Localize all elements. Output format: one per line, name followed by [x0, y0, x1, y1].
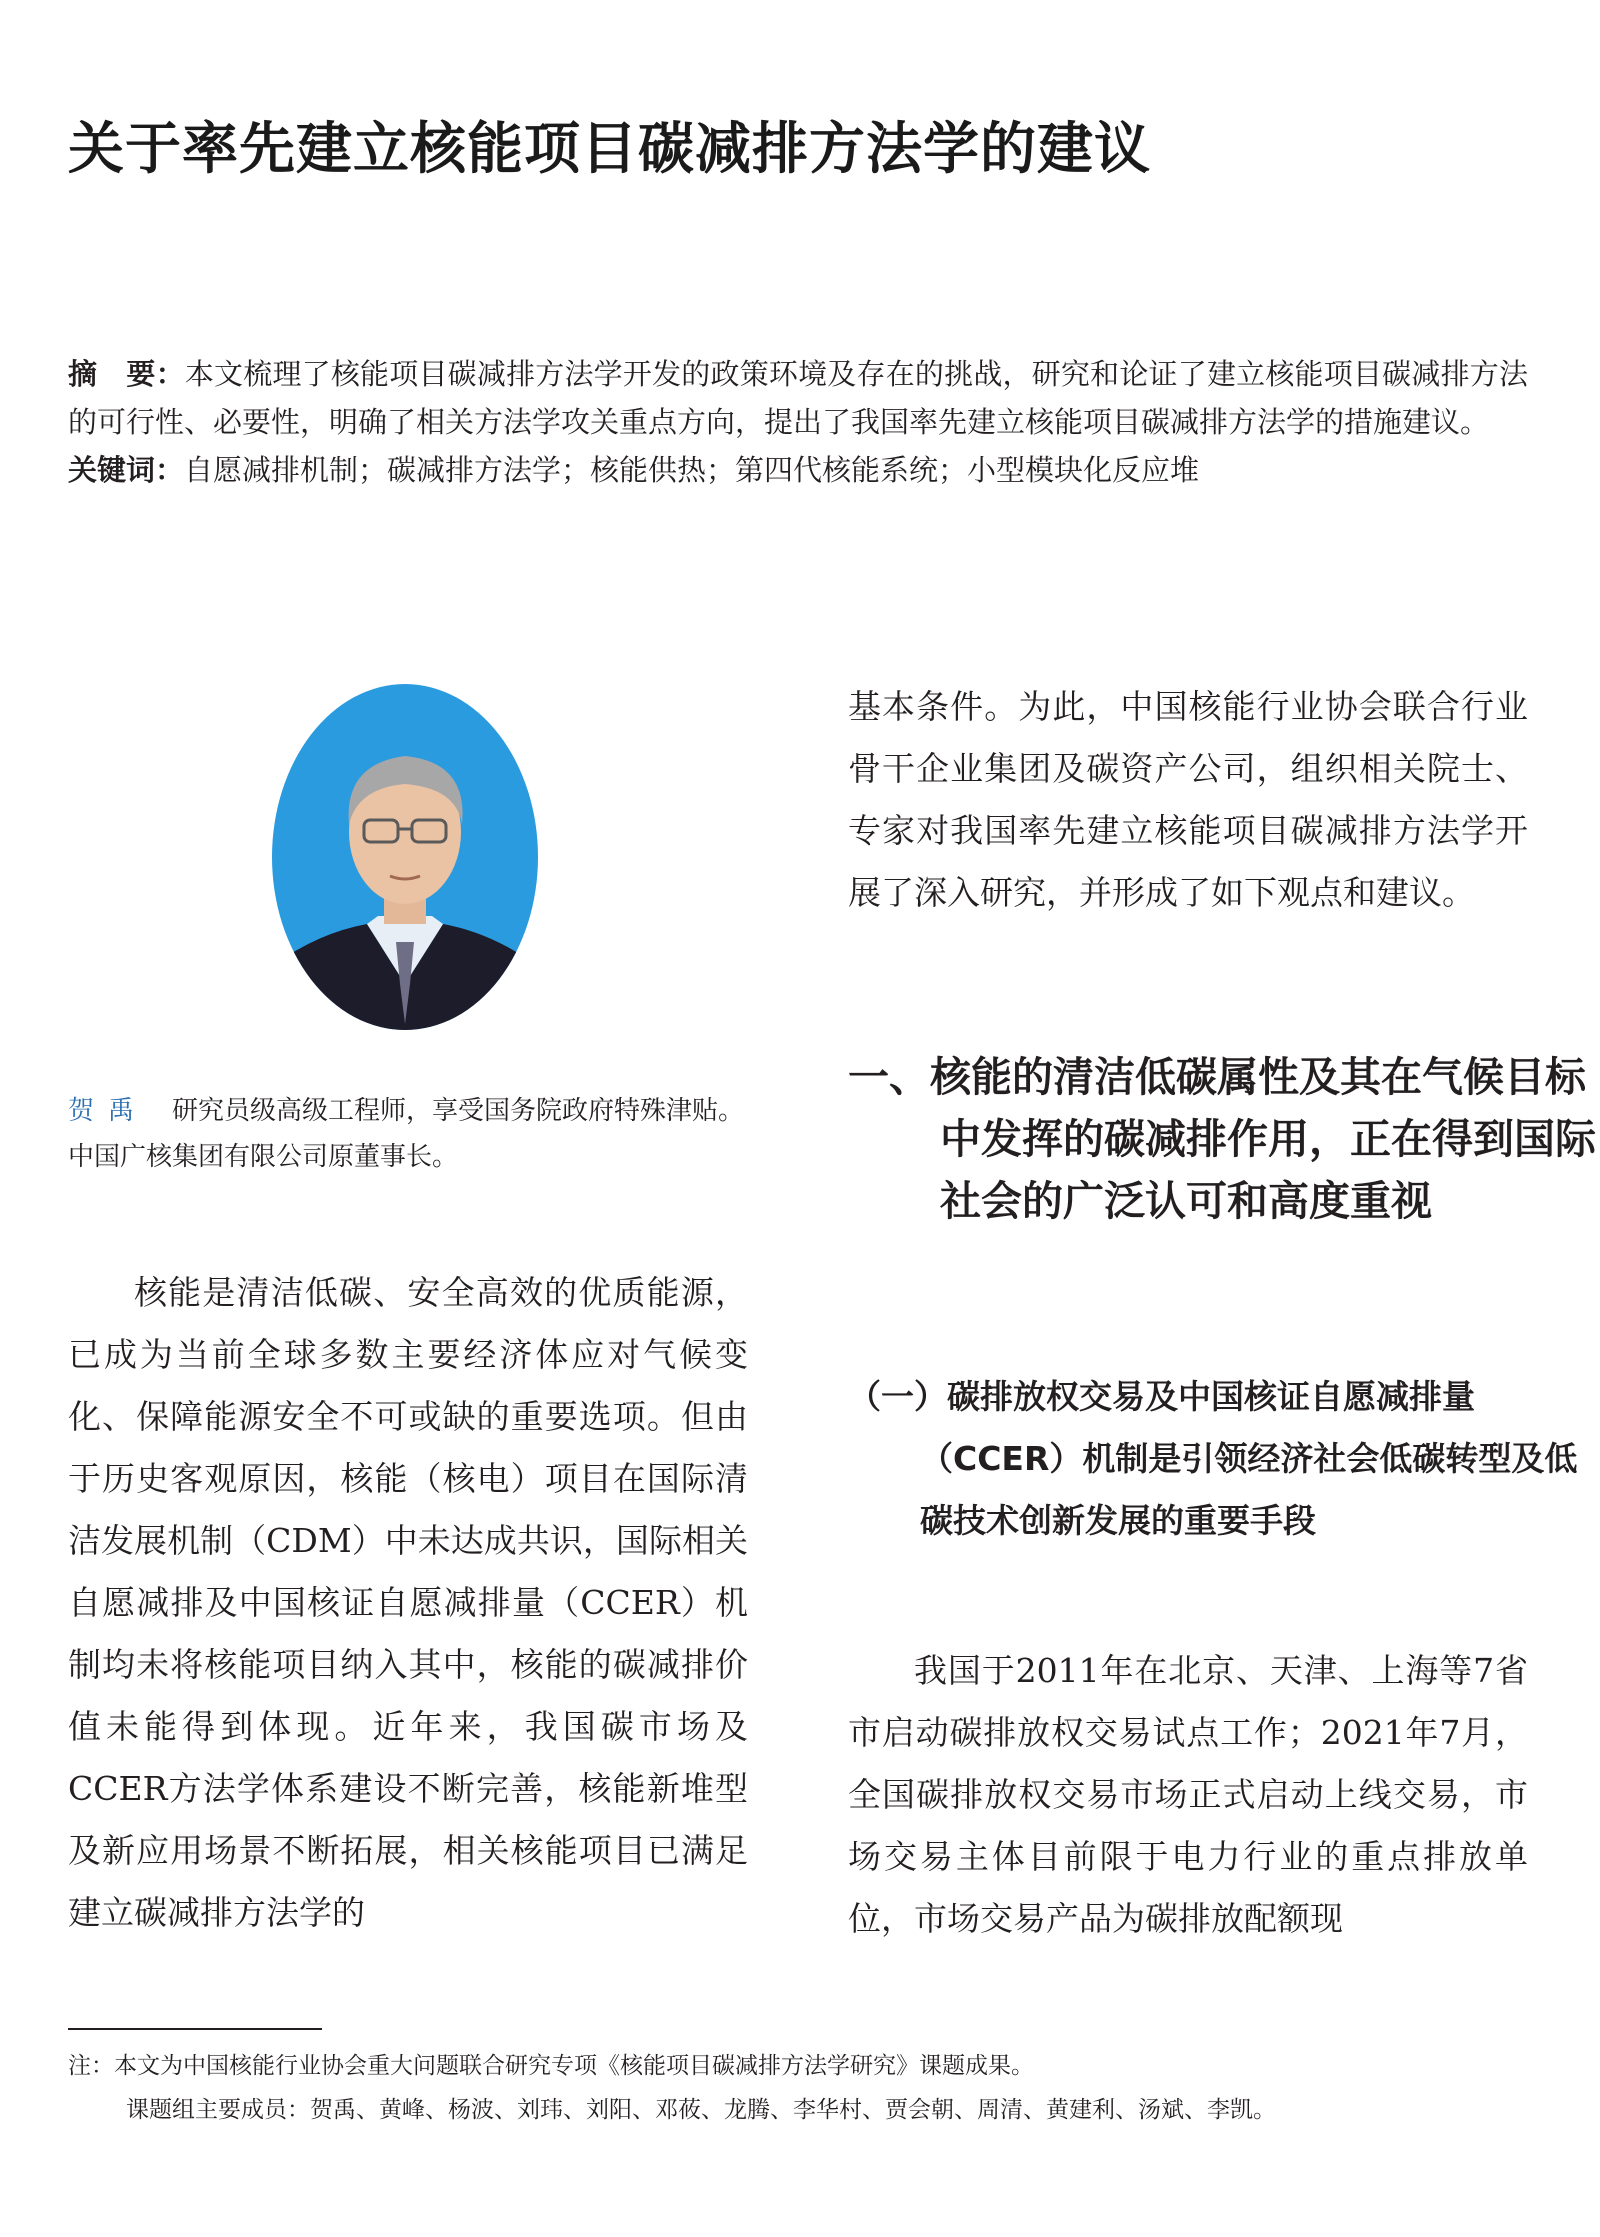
keywords [68, 446, 1528, 494]
author-photo [272, 684, 538, 1030]
abstract-text: 本文梳理了核能项目碳减排方法学开发的政策环境及存在的挑战，研究和论证了建立核能项目碳减排方法的可行性、必要性，明确了相关方法学攻关重点方向，提出了我国率先建立核能项目碳减排方法学的措施建议。 [68, 357, 1528, 439]
article-title: 关于率先建立核能项目碳减排方法学的建议 [68, 117, 1151, 182]
subsection-heading-1: （一）碳排放权交易及中国核证自愿减排量（CCER）机制是引领经济社会低碳转型及低碳技术创新发展的重要手段 [848, 1377, 1578, 1540]
author-note [68, 1088, 748, 1180]
footnote-divider [68, 2028, 322, 2030]
body-paragraph-left: 核能是清洁低碳、安全高效的优质能源，已成为当前全球多数主要经济体应对气候变化、保障能源安全不可或缺的重要选项。但由于历史客观原因，核能（核电）项目在国际清洁发展机制（CDM）中未达成共识，国际相关自愿减排及中国核证自愿减排量（CCER）机制均未将核能项目纳入其中，核能的碳减排价值未能得到体现。近年来，我国碳市场及CCER方法学体系建设不断完善，核能新堆型及新应用场景不断拓展，相关核能项目已满足建立碳减排方法学的 [68, 1273, 748, 1932]
body-paragraph-right-continued: 基本条件。为此，中国核能行业协会联合行业骨干企业集团及碳资产公司，组织相关院士、专家对我国率先建立核能项目碳减排方法学开展了深入研究，并形成了如下观点和建议。 [848, 687, 1528, 912]
footnote [68, 2044, 1528, 2132]
footnote-note: 注：本文为中国核能行业协会重大问题联合研究专项《核能项目碳减排方法学研究》课题成果。 [68, 2053, 1034, 2079]
body-paragraph-right: 我国于2011年在北京、天津、上海等7省市启动碳排放权交易试点工作；2021年7月，全国碳排放权交易市场正式启动上线交易，市场交易主体目前限于电力行业的重点排放单位，市场交易产品为碳排放配额现 [848, 1651, 1528, 1938]
author-bio: 研究员级高级工程师，享受国务院政府特殊津贴。中国广核集团有限公司原董事长。 [68, 1096, 745, 1172]
section-heading-1: 一、核能的清洁低碳属性及其在气候目标中发挥的碳减排作用，正在得到国际社会的广泛认可和高度重视 [848, 1053, 1596, 1225]
keywords-text: 自愿减排机制；碳减排方法学；核能供热；第四代核能系统；小型模块化反应堆 [184, 453, 1200, 487]
abstract-block [68, 350, 1528, 494]
abstract-label: 摘 要： [68, 357, 185, 391]
abstract [68, 350, 1528, 446]
keywords-label: 关键词： [68, 453, 185, 487]
footnote-members: 课题组主要成员：贺禹、黄峰、杨波、刘玮、刘阳、邓莜、龙腾、李华村、贾会朝、周清、黄建利、汤斌、李凯。 [126, 2097, 1276, 2123]
author-name: 贺禹 [68, 1096, 149, 1126]
